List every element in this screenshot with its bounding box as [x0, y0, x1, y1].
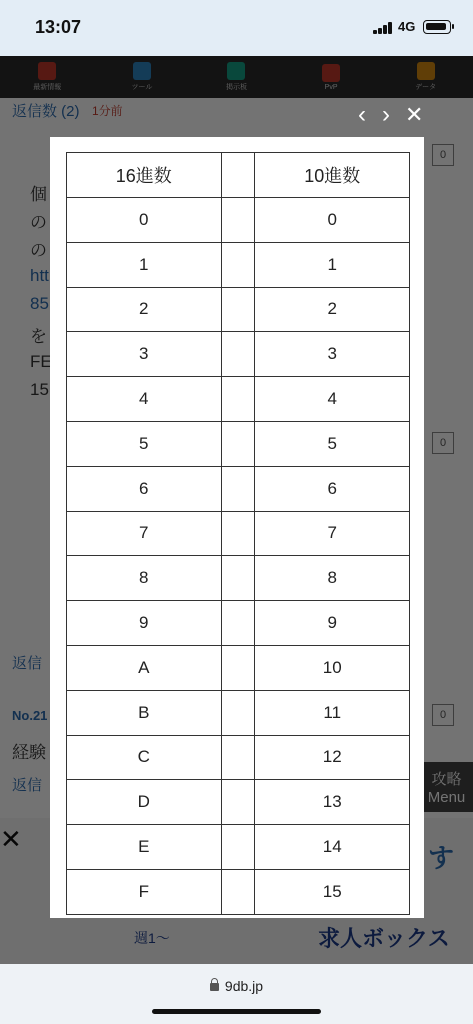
hex-value: F — [67, 869, 222, 914]
spacer-cell — [221, 198, 255, 243]
hex-value: 3 — [67, 332, 222, 377]
decimal-value: 0 — [255, 198, 410, 243]
decimal-value: 14 — [255, 825, 410, 870]
table-row — [67, 690, 410, 735]
spacer-cell — [221, 556, 255, 601]
network-type: 4G — [398, 19, 416, 34]
decimal-value: 2 — [255, 287, 410, 332]
spacer-cell — [221, 735, 255, 780]
hex-value: D — [67, 780, 222, 825]
hex-decimal-table — [66, 152, 410, 915]
table-row — [67, 556, 410, 601]
spacer-cell — [221, 466, 255, 511]
decimal-value: 5 — [255, 421, 410, 466]
table-row — [67, 735, 410, 780]
header-hex: 16進数 — [67, 153, 222, 198]
table-row — [67, 377, 410, 422]
decimal-value: 15 — [255, 869, 410, 914]
decimal-value: 9 — [255, 601, 410, 646]
table-row — [67, 242, 410, 287]
decimal-value: 11 — [255, 690, 410, 735]
header-spacer — [221, 153, 255, 198]
table-row — [67, 601, 410, 646]
hex-value: 7 — [67, 511, 222, 556]
table-header-row — [67, 153, 410, 198]
clock: 13:07 — [35, 17, 82, 37]
decimal-value: 6 — [255, 466, 410, 511]
hex-value: B — [67, 690, 222, 735]
table-row — [67, 511, 410, 556]
decimal-value: 12 — [255, 735, 410, 780]
table-row — [67, 466, 410, 511]
home-indicator[interactable] — [152, 1009, 321, 1014]
table-row — [67, 421, 410, 466]
table-row — [67, 287, 410, 332]
spacer-cell — [221, 869, 255, 914]
decimal-value: 1 — [255, 242, 410, 287]
spacer-cell — [221, 511, 255, 556]
spacer-cell — [221, 421, 255, 466]
close-icon[interactable]: ✕ — [405, 102, 424, 127]
hex-value: E — [67, 825, 222, 870]
browser-bottom-bar — [0, 964, 473, 1024]
spacer-cell — [221, 377, 255, 422]
hex-value: 0 — [67, 198, 222, 243]
decimal-value: 10 — [255, 645, 410, 690]
spacer-cell — [221, 601, 255, 646]
hex-value: 9 — [67, 601, 222, 646]
table-row — [67, 645, 410, 690]
cellular-signal-icon — [373, 22, 395, 34]
spacer-cell — [221, 645, 255, 690]
url-text: 9db.jp — [224, 978, 264, 994]
lightbox-image — [50, 137, 424, 918]
table-row — [67, 198, 410, 243]
header-decimal: 10進数 — [255, 153, 410, 198]
decimal-value: 4 — [255, 377, 410, 422]
hex-value: 2 — [67, 287, 222, 332]
status-bar — [0, 0, 473, 56]
chevron-right-icon[interactable]: › — [382, 101, 390, 128]
hex-value: C — [67, 735, 222, 780]
decimal-value: 7 — [255, 511, 410, 556]
spacer-cell — [221, 332, 255, 377]
table-row — [67, 825, 410, 870]
hex-value: 6 — [67, 466, 222, 511]
decimal-value: 3 — [255, 332, 410, 377]
lock-icon — [210, 983, 219, 991]
address-bar[interactable] — [0, 978, 473, 994]
hex-value: A — [67, 645, 222, 690]
spacer-cell — [221, 690, 255, 735]
spacer-cell — [221, 287, 255, 332]
hex-value: 8 — [67, 556, 222, 601]
spacer-cell — [221, 242, 255, 287]
chevron-left-icon[interactable]: ‹ — [358, 101, 366, 128]
decimal-value: 8 — [255, 556, 410, 601]
spacer-cell — [221, 825, 255, 870]
spacer-cell — [221, 780, 255, 825]
table-row — [67, 332, 410, 377]
battery-icon — [423, 20, 451, 34]
hex-value: 1 — [67, 242, 222, 287]
hex-value: 4 — [67, 377, 222, 422]
table-row — [67, 869, 410, 914]
decimal-value: 13 — [255, 780, 410, 825]
hex-value: 5 — [67, 421, 222, 466]
table-row — [67, 780, 410, 825]
